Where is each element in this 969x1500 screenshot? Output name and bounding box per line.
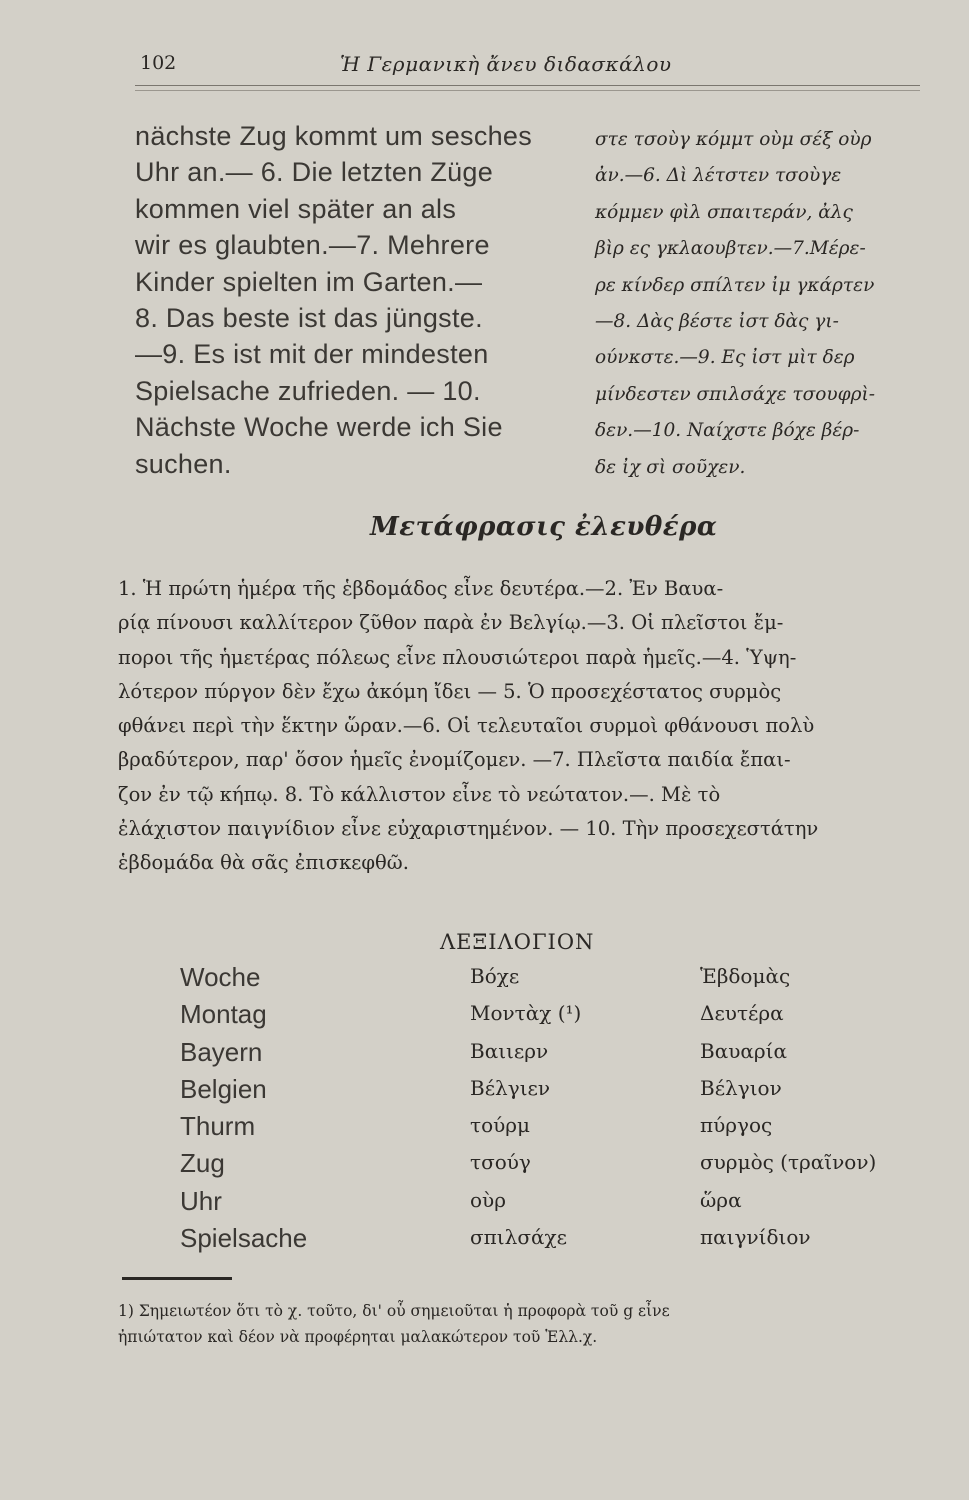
footnote-line: ἠπιώτατον καὶ δέον νὰ προφέρηται μαλακώτερον τοῦ Ἑλλ.χ. xyxy=(118,1328,598,1346)
german-line: —9. Es ist mit der mindesten xyxy=(135,339,489,370)
page-number: 102 xyxy=(140,52,177,74)
transliteration-line: βὶρ ες γκλαουβτεν.—7.Μέρε- xyxy=(595,238,866,260)
transliteration-line: δεν.—10. Ναίχστε βόχε βέρ- xyxy=(595,420,860,442)
vocab-german: Spielsache xyxy=(180,1223,308,1254)
vocab-german: Bayern xyxy=(180,1036,263,1067)
vocab-pronunciation: Βέλγιεν xyxy=(470,1075,551,1100)
exercise-text xyxy=(118,572,938,881)
german-line: kommen viel später an als xyxy=(135,193,457,224)
exercise-line: ζον ἐν τῷ κήπῳ. 8. Τὸ κάλλιστον εἶνε τὸ νεώτατον.—. Μὲ τὸ xyxy=(118,782,721,806)
german-line: 8. Das beste ist das jüngste. xyxy=(135,303,483,334)
vocabulary-row xyxy=(180,1184,940,1221)
german-text-column xyxy=(135,118,575,482)
vocab-pronunciation: Μοντὰχ (¹) xyxy=(470,1001,582,1026)
running-title: Ἡ Γερμανικὴ ἄνευ διδασκάλου xyxy=(340,52,672,76)
vocabulary-row xyxy=(180,1072,940,1109)
footnote-rule xyxy=(122,1277,232,1280)
exercise-line: ρίᾳ πίνουσι καλλίτερον ζῦθον παρὰ ἐν Βελγίῳ.—3. Οἱ πλεῖστοι ἔμ- xyxy=(118,611,784,635)
vocab-greek: Βέλγιον xyxy=(700,1075,782,1100)
vocabulary-row xyxy=(180,1221,940,1258)
transliteration-line: ούνκστε.—9. Ες ἰστ μὶτ δερ xyxy=(595,347,855,369)
german-line: Kinder spielten im Garten.— xyxy=(135,266,483,297)
vocab-pronunciation: Βόχε xyxy=(470,964,520,988)
header-rule xyxy=(135,85,920,91)
vocab-greek: Ἑβδομὰς xyxy=(700,964,791,988)
german-line: wir es glaubten.—7. Mehrere xyxy=(135,230,490,261)
vocabulary-table xyxy=(180,960,940,1258)
running-header xyxy=(135,52,920,92)
vocab-greek: Βαυαρία xyxy=(700,1038,787,1063)
transliteration-line: ρε κίνδερ σπίλτεν ἰμ γκάρτεν xyxy=(595,274,875,296)
vocabulary-row xyxy=(180,960,940,997)
vocabulary-title: ΛΕΞΙΛΟΓΙΟΝ xyxy=(440,930,595,954)
transliteration-column xyxy=(595,122,935,486)
vocab-german: Uhr xyxy=(180,1185,222,1216)
german-line: Uhr an.— 6. Die letzten Züge xyxy=(135,157,494,188)
vocab-greek: συρμὸς (τραῖνον) xyxy=(700,1150,877,1175)
vocab-pronunciation: οὺρ xyxy=(470,1187,506,1212)
vocab-german: Woche xyxy=(180,962,261,992)
transliteration-line: ἀν.—6. Δὶ λέτστεν τσοὺγε xyxy=(595,165,842,187)
transliteration-line: —8. Δὰς βέστε ἰστ δὰς γι- xyxy=(595,311,839,333)
vocab-pronunciation: τούρμ xyxy=(470,1113,531,1138)
exercise-line: ἐλάχιστον παιγνίδιον εἶνε εὐχαριστημένον. — 10. Τὴν προσεχεστάτην xyxy=(118,817,819,841)
exercise-line: φθάνει περὶ τὴν ἕκτην ὥραν.—6. Οἱ τελευταῖοι συρμοὶ φθάνουσι πολὺ xyxy=(118,714,815,738)
transliteration-line: δε ἰχ σὶ σοῦχεν. xyxy=(595,456,746,478)
vocab-pronunciation: τσούγ xyxy=(470,1150,531,1175)
vocab-greek: πύργος xyxy=(700,1113,773,1138)
vocab-pronunciation: σπιλσάχε xyxy=(470,1225,567,1250)
transliteration-line: κόμμεν φὶλ σπαιτεράν, ἀλς xyxy=(595,201,853,223)
vocabulary-row xyxy=(180,1146,940,1183)
vocabulary-row xyxy=(180,1035,940,1072)
german-line: suchen. xyxy=(135,448,232,479)
vocab-greek: Δευτέρα xyxy=(700,1001,784,1026)
vocab-pronunciation: Βαιιερν xyxy=(470,1038,549,1063)
vocab-german: Zug xyxy=(180,1148,225,1179)
exercise-title: Μετάφρασις ἐλευθέρα xyxy=(370,512,718,542)
vocab-german: Montag xyxy=(180,999,267,1030)
exercise-line: ποροι τῆς ἡμετέρας πόλεως εἶνε πλουσιώτεροι παρὰ ἡμεῖς.—4. Ὑψη- xyxy=(118,645,797,669)
exercise-line: λότερον πύργον δὲν ἔχω ἀκόμη ἴδει — 5. Ὁ προσεχέστατος συρμὸς xyxy=(118,679,782,703)
footnote xyxy=(118,1298,938,1350)
vocab-german: Thurm xyxy=(180,1111,256,1142)
german-line: Spielsache zufrieden. — 10. xyxy=(135,375,481,406)
vocab-greek: ὥρα xyxy=(700,1187,742,1212)
vocab-greek: παιγνίδιον xyxy=(700,1225,811,1250)
transliteration-line: μίνδεστεν σπιλσάχε τσουφρὶ- xyxy=(595,383,875,405)
exercise-line: βραδύτερον, παρ' ὅσον ἡμεῖς ἐνομίζομεν. —7. Πλεῖστα παιδία ἔπαι- xyxy=(118,748,791,772)
vocabulary-row xyxy=(180,1109,940,1146)
transliteration-line: στε τσοὺγ κόμμτ οὺμ σέξ οὺρ xyxy=(595,129,872,150)
footnote-line: 1) Σημειωτέον ὅτι τὸ χ. τοῦτο, δι' οὗ σημειοῦται ἡ προφορὰ τοῦ g εἶνε xyxy=(118,1302,670,1320)
vocabulary-row xyxy=(180,997,940,1034)
exercise-line: 1. Ἡ πρώτη ἡμέρα τῆς ἑβδομάδος εἶνε δευτέρα.—2. Ἐν Βαυα- xyxy=(118,577,724,600)
exercise-line: ἑβδομάδα θὰ σᾶς ἐπισκεφθῶ. xyxy=(118,851,409,875)
vocab-german: Belgien xyxy=(180,1073,267,1104)
german-line: Nächste Woche werde ich Sie xyxy=(135,412,503,443)
german-line: nächste Zug kommt um sesches xyxy=(135,121,533,151)
